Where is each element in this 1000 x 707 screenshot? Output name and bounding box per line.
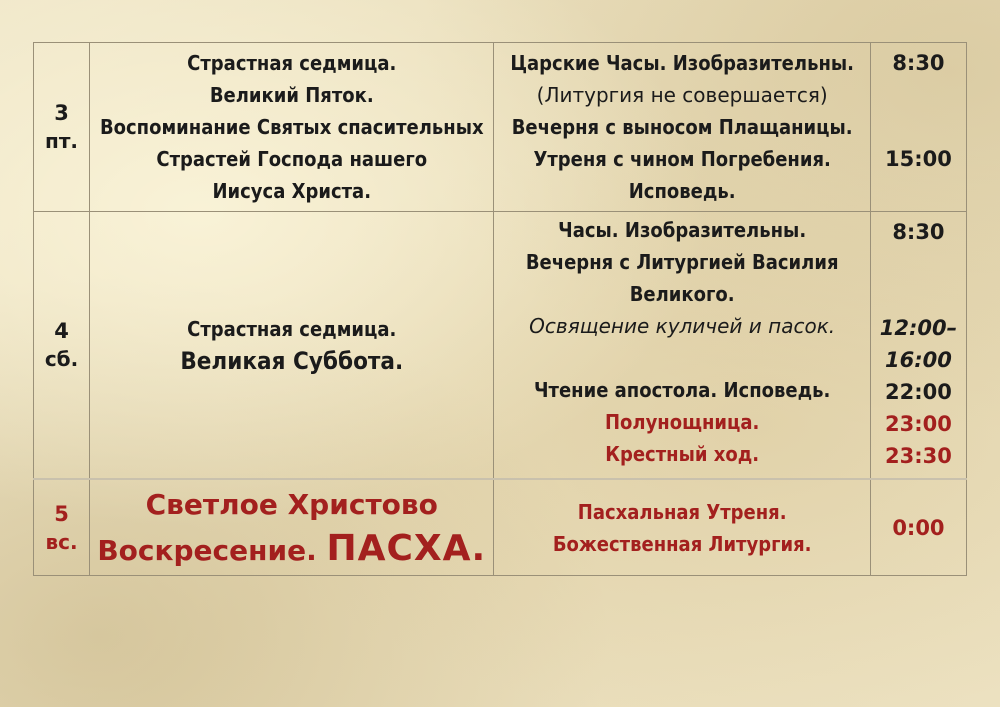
service-line-red: Крестный ход. (605, 442, 760, 466)
time-cell (870, 212, 966, 480)
schedule-row-saturday (34, 212, 967, 480)
description-line: Великий Пяток. (209, 83, 374, 107)
service-line-red: Божественная Литургия. (552, 531, 812, 556)
description-cell (90, 212, 494, 480)
service-line: Вечерня с выносом Плащаницы. (511, 115, 853, 139)
services-cell (494, 212, 870, 480)
feast-title-line (90, 527, 493, 573)
service-line: Часы. Изобразительны. (558, 218, 807, 242)
service-time-red: 23:00 (885, 412, 952, 436)
service-time-red: 0:00 (892, 515, 945, 540)
service-time: 15:00 (885, 147, 952, 171)
service-line: Исповедь. (628, 179, 736, 203)
feast-title-line: Светлое Христово (145, 487, 438, 521)
day-number: 3 (54, 101, 69, 125)
service-time: 22:00 (885, 380, 952, 404)
service-line-red: Полунощница. (604, 410, 760, 434)
services-cell (494, 43, 870, 212)
service-line-red: Пасхальная Утреня. (577, 499, 787, 524)
description-line-feast: Великая Суббота. (180, 347, 404, 375)
service-time-italic: 16:00 (885, 348, 952, 372)
service-line: Царские Часы. Изобразительны. (510, 51, 854, 75)
service-note: (Литургия не совершается) (536, 83, 828, 107)
pascha-title: ПАСХА. (326, 527, 487, 569)
description-line: Страстная седмица. (187, 317, 397, 341)
feast-title-word: Воскресение. (97, 533, 317, 567)
service-time: 8:30 (892, 220, 945, 244)
time-cell (870, 479, 966, 576)
description-cell (90, 43, 494, 212)
service-line: Вечерня с Литургией Василия (525, 250, 839, 274)
description-line: Воспоминание Святых спасительных (99, 115, 484, 139)
service-line-italic: Освящение куличей и пасок. (529, 314, 836, 338)
description-cell (90, 479, 494, 576)
day-number: 4 (54, 319, 69, 343)
service-time: 8:30 (892, 51, 945, 75)
description-line: Иисуса Христа. (212, 179, 372, 203)
weekday-abbr: вс. (45, 529, 78, 554)
time-cell (870, 43, 966, 212)
services-cell (494, 479, 870, 576)
schedule-row-sunday (34, 479, 967, 576)
service-time-italic: 12:00– (879, 316, 958, 340)
service-time-red: 23:30 (885, 444, 952, 468)
weekday-abbr: сб. (44, 347, 79, 371)
day-number: 5 (54, 501, 69, 526)
day-cell (34, 43, 90, 212)
day-cell (34, 212, 90, 480)
description-line: Страстная седмица. (187, 51, 397, 75)
service-line: Чтение апостола. Исповедь. (533, 378, 831, 402)
service-schedule-table (33, 42, 967, 576)
day-cell (34, 479, 90, 576)
description-line: Страстей Господа нашего (156, 147, 428, 171)
schedule-row-friday (34, 43, 967, 212)
service-line: Великого. (629, 282, 735, 306)
weekday-abbr: пт. (45, 129, 79, 153)
service-line: Утреня с чином Погребения. (533, 147, 831, 171)
